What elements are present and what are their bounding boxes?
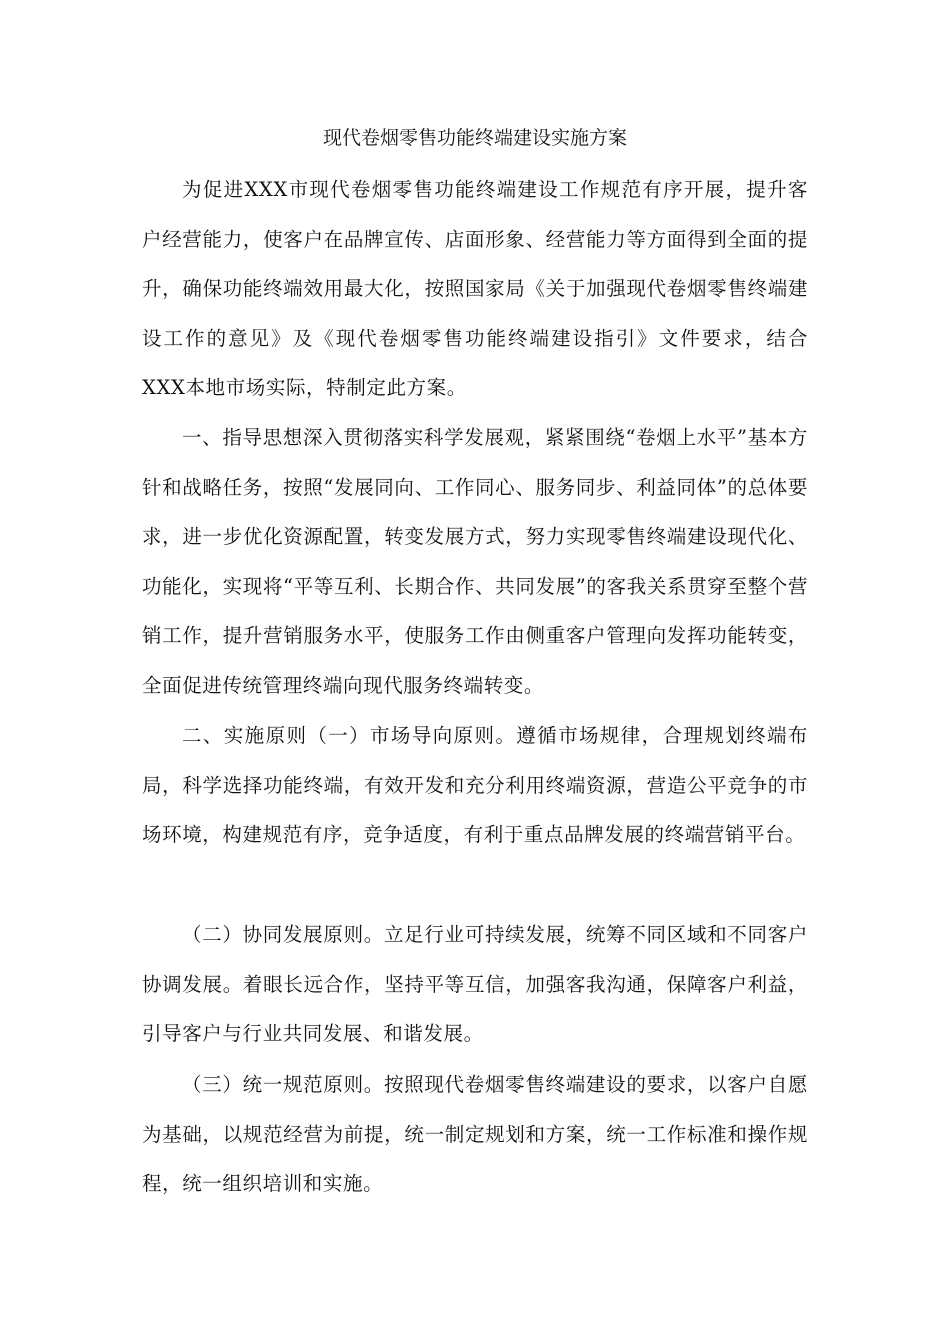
paragraph-principle-market: 二、实施原则（一）市场导向原则。遵循市场规律，合理规划终端布局，科学选择功能终端，有效开发和充分利用终端资源，营造公平竞争的市场环境，构建规范有序，竞争适度，有利于重点品牌发展的终端营销平台。 xyxy=(142,724,808,846)
paragraph-intro: 为促进XXX市现代卷烟零售功能终端建设工作规范有序开展，提升客户经营能力，使客户在品牌宣传、店面形象、经营能力等方面得到全面的提升，确保功能终端效用最大化，按照国家局《关于加强现代卷烟零售终端建设工作的意见》及《现代卷烟零售功能终端建设指引》文件要求，结合XXX本地市场实际，特制定此方案。 xyxy=(142,178,808,399)
paragraph-guiding-ideology: 一、指导思想深入贯彻落实科学发展观，紧紧围绕“卷烟上水平”基本方针和战略任务，按照“发展同向、工作同心、服务同步、利益同体”的总体要求，进一步优化资源配置，转变发展方式，努力实现零售终端建设现代化、功能化，实现将“平等互利、长期合作、共同发展”的客我关系贯穿至整个营销工作，提升营销服务水平，使服务工作由侧重客户管理向发挥功能转变，全面促进传统管理终端向现代服务终端转变。 xyxy=(142,426,808,697)
document-title: 现代卷烟零售功能终端建设实施方案 xyxy=(322,127,627,149)
paragraph-principle-coordination: （二）协同发展原则。立足行业可持续发展，统筹不同区域和不同客户协调发展。着眼长远合作，坚持平等互信，加强客我沟通，保障客户利益，引导客户与行业共同发展、和谐发展。 xyxy=(142,923,808,1045)
paragraph-principle-standardization: （三）统一规范原则。按照现代卷烟零售终端建设的要求，以客户自愿为基础，以规范经营为前提，统一制定规划和方案，统一工作标准和操作规程，统一组织培训和实施。 xyxy=(142,1073,808,1195)
